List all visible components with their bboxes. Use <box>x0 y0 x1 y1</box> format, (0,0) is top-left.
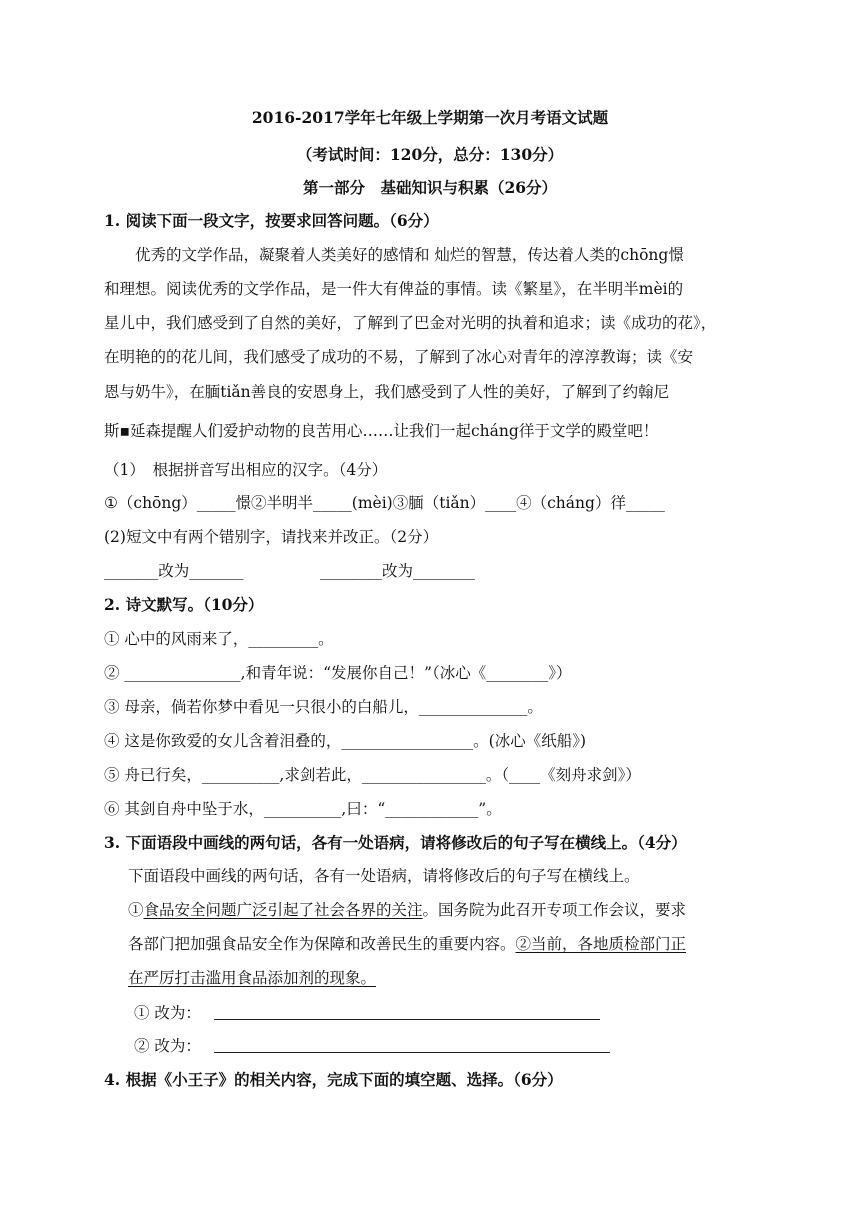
q1-sub1-items: ①（chōng）_____憬②半明半_____(mèi)③腼（tiǎn）____④（cháng）徉_____ <box>104 494 665 512</box>
q1-para-line: 斯▪延森提醒人们爱护动物的良苦用心……让我们一起cháng徉于文学的殿堂吧！ <box>104 422 659 440</box>
q3-passage-line <box>128 934 686 954</box>
q2-item: ① 心中的风雨来了，_________。 <box>104 630 334 648</box>
answer-line[interactable] <box>214 1052 610 1053</box>
q1-para-line: 恩与奶牛》，在腼tiǎn善良的安恩身上，我们感受到了人性的美好，了解到了约翰尼 <box>104 383 670 401</box>
q3-passage-line <box>128 968 376 988</box>
q1-sub2-prompt: (2)短文中有两个错别字，请找来并改正。（2分） <box>104 528 439 546</box>
q1-heading: 1. 阅读下面一段文字，按要求回答问题。（6分） <box>104 211 439 230</box>
q2-item: ⑥ 其剑自舟中坠于水，__________,曰：“____________”。 <box>104 800 502 818</box>
q1-para-line: 星儿中，我们感受到了自然的美好，了解到了巴金对光明的执着和追求；读《成功的花》， <box>104 314 717 332</box>
passage-text: 。国务院为此召开专项工作会议，要求 <box>422 901 687 919</box>
answer-line[interactable] <box>214 1019 600 1020</box>
q2-item: ④ 这是你致爱的女儿含着泪叠的，_________________。(冰心《纸船》) <box>104 732 587 750</box>
q2-item: ② _______________,和青年说：“发展你自己！”（冰心《________》） <box>104 664 572 682</box>
q3-fix-label: ② 改为： <box>134 1037 201 1055</box>
q1-sub1-prompt: （1） 根据拼音写出相应的汉字。（4分） <box>104 461 388 479</box>
sentence-marker: ① <box>128 901 144 919</box>
exam-title: 2016-2017学年七年级上学期第一次月考语文试题 <box>251 108 609 127</box>
q4-heading: 4. 根据《小王子》的相关内容，完成下面的填空题、选择。（6分） <box>104 1070 563 1089</box>
q1-sub2-blank[interactable]: ________改为________ <box>320 562 476 580</box>
q3-fix-label: ① 改为： <box>134 1004 201 1022</box>
q2-item: ③ 母亲，倘若你梦中看见一只很小的白船儿，______________。 <box>104 698 543 716</box>
underlined-sentence: ②当前，各地质检部门正 <box>515 935 687 953</box>
passage-text: 各部门把加强食品安全作为保障和改善民生的重要内容。 <box>128 935 516 953</box>
underlined-sentence: 在严厉打击滥用食品添加剂的现象。 <box>128 969 377 987</box>
q1-para-line: 优秀的文学作品，凝聚着人类美好的感情和 灿烂的智慧，传达着人类的chōng憬 <box>135 246 684 264</box>
q3-heading: 3. 下面语段中画线的两句话，各有一处语病，请将修改后的句子写在横线上。（4分） <box>104 833 687 852</box>
q1-para-line: 在明艳的的花儿间，我们感受了成功的不易，了解到了冰心对青年的淳淳教诲；读《安 <box>104 348 694 366</box>
q2-item: ⑤ 舟已行矣，__________,求剑若此，________________。（____《刻舟求剑》） <box>104 766 641 784</box>
q1-sub2-blank[interactable]: _______改为_______ <box>104 562 244 580</box>
q2-heading: 2. 诗文默写。（10分） <box>104 595 264 614</box>
q3-instruction: 下面语段中画线的两句话，各有一处语病，请将修改后的句子写在横线上。 <box>128 867 640 885</box>
q3-passage-line <box>128 900 686 920</box>
exam-info: （考试时间：120分，总分：130分） <box>296 145 564 164</box>
underlined-sentence: 食品安全问题广泛引起了社会各界的关注 <box>143 901 423 919</box>
part-heading: 第一部分 基础知识与积累（26分） <box>302 178 558 197</box>
q1-para-line: 和理想。阅读优秀的文学作品，是一件大有俾益的事情。读《繁星》，在半明半mèi的 <box>104 280 684 298</box>
